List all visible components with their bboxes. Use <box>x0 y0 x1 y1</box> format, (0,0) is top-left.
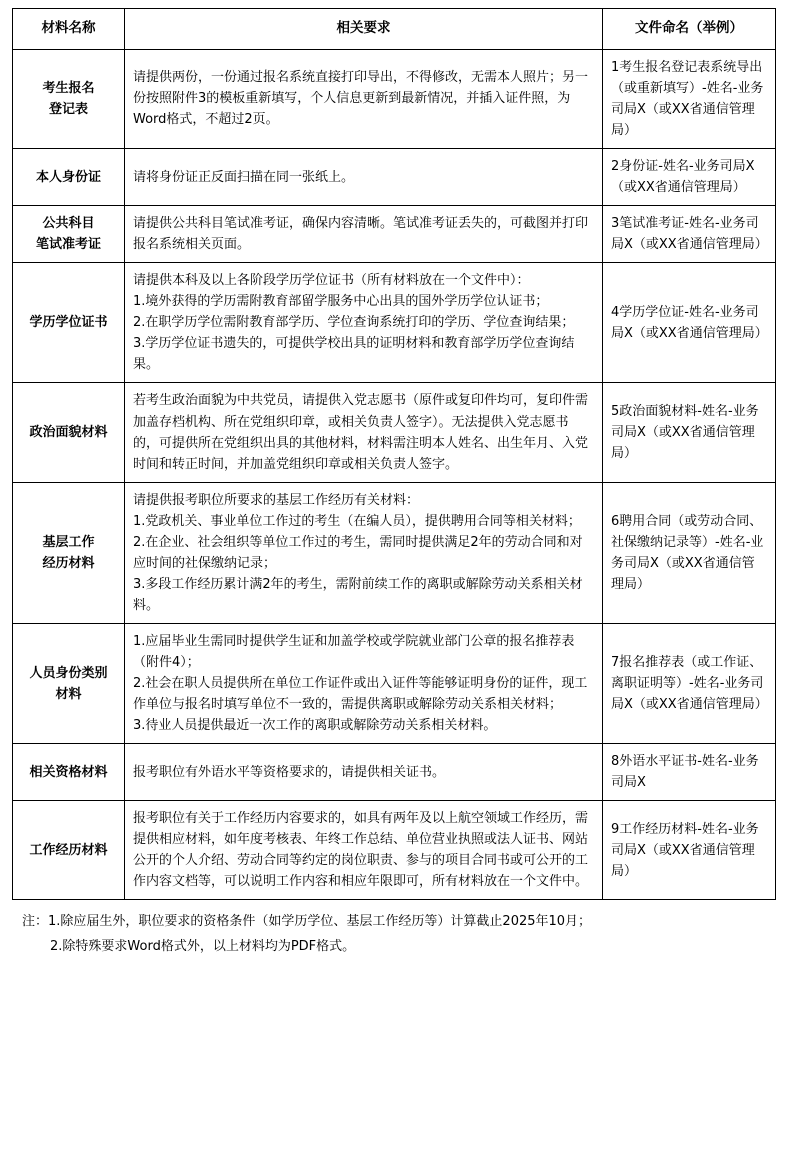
requirement-line: 请提供公共科目笔试准考证，确保内容清晰。笔试准考证丢失的，可截图并打印报名系统相关页面。 <box>133 216 589 253</box>
material-file-name: 8外语水平证书-姓名-业务司局X <box>603 744 776 801</box>
table-header-row <box>13 9 776 50</box>
material-file-name: 6聘用合同（或劳动合同、社保缴纳记录等）-姓名-业务司局X（或XX省通信管理局） <box>603 482 776 623</box>
requirement-line: 若考生政治面貌为中共党员，请提供入党志愿书（原件或复印件均可，复印件需加盖存档机构、所在党组织印章，或相关负责人签字）。无法提供入党志愿书的，可提供所在党组织出具的其他材料，材料需注明本人姓名、出生年月、入党时间和转正时间，并加盖党组织印章或相关负责人签字。 <box>133 393 589 472</box>
material-name: 相关资格材料 <box>13 744 125 801</box>
requirement-line: 1.应届毕业生需同时提供学生证和加盖学校或学院就业部门公章的报名推荐表（附件4）； <box>133 633 575 670</box>
footnote-text-1: 1.除应届生外，职位要求的资格条件（如学历学位、基层工作经历等）计算截止2025年10月； <box>48 914 592 930</box>
requirement-line: 请将身份证正反面扫描在同一张纸上。 <box>133 169 355 185</box>
material-file-name: 3笔试准考证-姓名-业务司局X（或XX省通信管理局） <box>603 206 776 263</box>
table-row <box>13 383 776 482</box>
material-requirements <box>125 801 603 900</box>
material-requirements <box>125 263 603 383</box>
requirement-line: 2.在企业、社会组织等单位工作过的考生，需同时提供满足2年的劳动合同和对应时间的社保缴纳记录； <box>133 534 583 571</box>
table-row <box>13 206 776 263</box>
requirement-line: 报考职位有关于工作经历内容要求的，如具有两年及以上航空领域工作经历，需提供相应材料，如年度考核表、年终工作总结、单位营业执照或法人证书、网站公开的个人介绍、劳动合同等约定的岗位职责、参与的项目合同书或可公开的工作内容文档等，可以说明工作内容和相应年限即可，所有材料放在一个文件中。 <box>133 811 589 890</box>
material-file-name: 9工作经历材料-姓名-业务司局X（或XX省通信管理局） <box>603 801 776 900</box>
material-requirements <box>125 49 603 148</box>
material-file-name: 7报名推荐表（或工作证、离职证明等）-姓名-业务司局X（或XX省通信管理局） <box>603 623 776 743</box>
material-requirements <box>125 383 603 482</box>
material-name: 人员身份类别 材料 <box>13 623 125 743</box>
material-requirements <box>125 482 603 623</box>
material-name: 考生报名 登记表 <box>13 49 125 148</box>
table-row <box>13 49 776 148</box>
material-requirements <box>125 744 603 801</box>
requirement-line: 3.学历学位证书遗失的，可提供学校出具的证明材料和教育部学历学位查询结果。 <box>133 336 575 373</box>
requirement-line: 3.多段工作经历累计满2年的考生，需附前续工作的离职或解除劳动关系相关材料。 <box>133 576 583 613</box>
material-requirements <box>125 623 603 743</box>
material-name: 学历学位证书 <box>13 263 125 383</box>
column-header-material-name: 材料名称 <box>13 9 125 50</box>
material-name: 政治面貌材料 <box>13 383 125 482</box>
footnote-line-1 <box>22 910 775 934</box>
footnotes <box>12 910 775 958</box>
table-row <box>13 801 776 900</box>
material-file-name: 5政治面貌材料-姓名-业务司局X（或XX省通信管理局） <box>603 383 776 482</box>
table-row <box>13 149 776 206</box>
table-row <box>13 482 776 623</box>
requirement-line: 3.待业人员提供最近一次工作的离职或解除劳动关系相关材料。 <box>133 718 497 734</box>
table-row <box>13 623 776 743</box>
requirement-line: 请提供两份，一份通过报名系统直接打印导出，不得修改，无需本人照片；另一份按照附件3的模板重新填写，个人信息更新到最新情况，并插入证件照，为Word格式，不超过2页。 <box>133 70 589 128</box>
requirement-line: 2.社会在职人员提供所在单位工作证件或出入证件等能够证明身份的证件，现工作单位与报名时填写单位不一致的，需提供离职或解除劳动关系相关材料； <box>133 676 588 713</box>
table-row <box>13 744 776 801</box>
column-header-file-name: 文件命名（举例） <box>603 9 776 50</box>
material-name: 公共科目 笔试准考证 <box>13 206 125 263</box>
material-file-name: 1考生报名登记表系统导出（或重新填写）-姓名-业务司局X（或XX省通信管理局） <box>603 49 776 148</box>
material-requirements <box>125 206 603 263</box>
requirement-line: 2.在职学历学位需附教育部学历、学位查询系统打印的学历、学位查询结果； <box>133 315 575 331</box>
requirement-line: 请提供本科及以上各阶段学历学位证书（所有材料放在一个文件中）： <box>133 273 530 289</box>
requirement-line: 1.境外获得的学历需附教育部留学服务中心出具的国外学历学位认证书； <box>133 294 549 310</box>
materials-table <box>12 8 776 900</box>
material-requirements <box>125 149 603 206</box>
material-name: 基层工作 经历材料 <box>13 482 125 623</box>
material-name: 工作经历材料 <box>13 801 125 900</box>
requirement-line: 报考职位有外语水平等资格要求的，请提供相关证书。 <box>133 764 446 780</box>
requirement-line: 请提供报考职位所要求的基层工作经历有关材料： <box>133 492 420 508</box>
column-header-requirements: 相关要求 <box>125 9 603 50</box>
table-body <box>13 49 776 900</box>
footnote-line-2: 2.除特殊要求Word格式外，以上材料均为PDF格式。 <box>50 938 356 954</box>
material-file-name: 4学历学位证-姓名-业务司局X（或XX省通信管理局） <box>603 263 776 383</box>
table-row <box>13 263 776 383</box>
material-name: 本人身份证 <box>13 149 125 206</box>
footnote-label: 注： <box>22 914 49 930</box>
requirement-line: 1.党政机关、事业单位工作过的考生（在编人员），提供聘用合同等相关材料； <box>133 513 581 529</box>
material-file-name: 2身份证-姓名-业务司局X（或XX省通信管理局） <box>603 149 776 206</box>
